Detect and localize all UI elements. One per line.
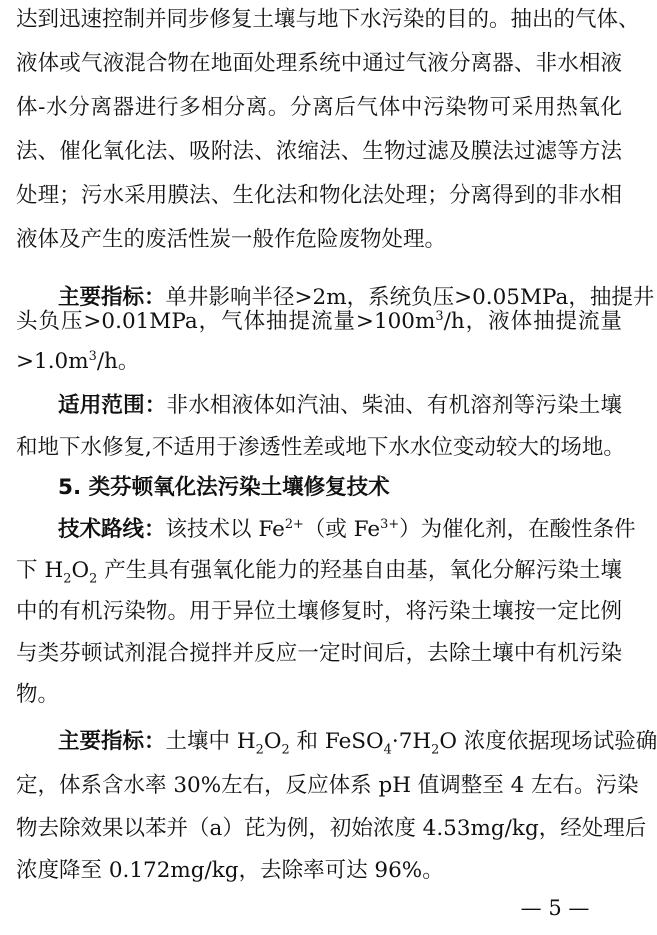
text-run: O <box>71 558 90 583</box>
paragraph-line: 体-水分离器进行多相分离。分离后气体中污染物可采用热氧化 <box>16 95 622 120</box>
superscript: 3 <box>88 348 97 364</box>
section-heading: 5. 类芬顿氧化法污染土壤修复技术 <box>58 475 390 500</box>
scope-text: 非水相液体如汽油、柴油、有机溶剂等污染土壤 <box>166 393 622 418</box>
subscript: 4 <box>383 742 392 758</box>
paragraph-line: 液体或气液混合物在地面处理系统中通过气液分离器、非水相液 <box>16 51 622 76</box>
indicators-line <box>58 728 657 758</box>
text-run: O <box>263 729 282 754</box>
route-line: 与类芬顿试剂混合搅拌并反应一定时间后，去除土壤中有机污染 <box>16 641 622 666</box>
subscript: 2 <box>281 742 290 758</box>
text-run: O 浓度依据现场试验确 <box>439 729 657 754</box>
subscript: 2 <box>431 742 440 758</box>
superscript: 2+ <box>284 516 304 532</box>
superscript: 3 <box>435 308 444 324</box>
route-label: 技术路线： <box>58 517 166 542</box>
superscript: 3+ <box>380 516 400 532</box>
indicators-line: 物去除效果以苯并（a）芘为例，初始浓度 4.53mg/kg，经处理后 <box>16 816 647 841</box>
scope-line: 和地下水修复,不适用于渗透性差或地下水水位变动较大的场地。 <box>16 435 625 460</box>
text-run: 下 H <box>16 558 64 583</box>
text-run: 和 FeSO <box>289 729 384 754</box>
route-line: 中的有机污染物。用于异位土壤修复时，将污染土壤按一定比例 <box>16 599 622 624</box>
paragraph-line: 液体及产生的废活性炭一般作危险废物处理。 <box>16 227 447 252</box>
route-line: 物。 <box>16 682 60 707</box>
text-run: 土壤中 H <box>165 729 256 754</box>
paragraph-line: 达到迅速控制并同步修复土壤与地下水污染的目的。抽出的气体、 <box>16 7 640 32</box>
scope-line <box>58 392 622 420</box>
scope-label: 适用范围： <box>58 393 167 418</box>
text-run: 产生具有强氧化能力的羟基自由基，氧化分解污染土壤 <box>97 558 622 583</box>
indicators-line: 浓度降至 0.172mg/kg，去除率可达 96%。 <box>16 858 444 883</box>
subscript: 2 <box>63 571 72 587</box>
indicators-text: 单井影响半径>2m，系统负压>0.05MPa，抽提井 <box>165 285 655 310</box>
text-run: 该技术以 Fe <box>165 517 285 542</box>
text-run: ·7H <box>391 729 432 754</box>
text-run: 头负压>0.01MPa，气体抽提流量>100m <box>16 309 436 334</box>
subscript: 2 <box>255 742 264 758</box>
page-number: — 5 — <box>520 896 590 920</box>
text-run: /h，液体抽提流量 <box>443 309 622 334</box>
route-line <box>58 516 636 544</box>
text-run: （或 Fe <box>303 517 381 542</box>
route-line <box>16 557 622 585</box>
paragraph-line: 法、催化氧化法、吸附法、浓缩法、生物过滤及膜法过滤等方法 <box>16 139 622 164</box>
subscript: 2 <box>89 571 98 587</box>
indicators-line: 定，体系含水率 30%左右，反应体系 pH 值调整至 4 左右。污染 <box>16 773 639 798</box>
indicators-label: 主要指标： <box>58 285 166 310</box>
indicators-line <box>16 348 622 376</box>
indicators-line <box>16 308 622 336</box>
paragraph-line: 处理；污水采用膜法、生化法和物化法处理；分离得到的非水相 <box>16 183 622 208</box>
text-run: /h。 <box>96 349 140 374</box>
text-run: ）为催化剂，在酸性条件 <box>399 517 636 542</box>
indicators-label: 主要指标： <box>58 729 166 754</box>
text-run: >1.0m <box>16 349 89 374</box>
